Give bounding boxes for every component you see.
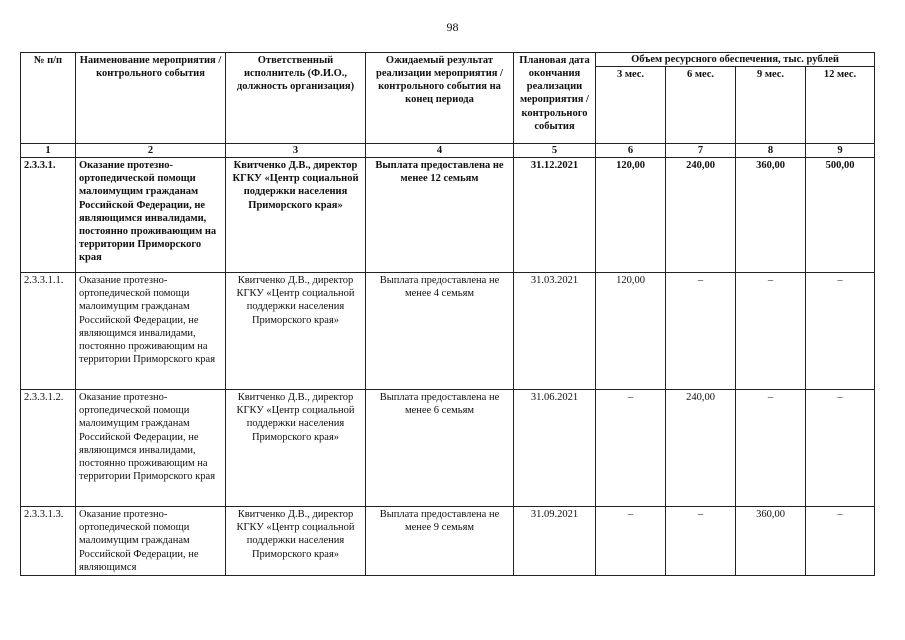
row-value-3m: –	[596, 390, 666, 507]
header-3-months: 3 мес.	[596, 67, 666, 144]
row-responsible: Квитченко Д.В., директор КГКУ «Центр социальной поддержки населения Приморского края»	[226, 158, 366, 273]
header-result: Ожидаемый результат реализации мероприятия / контрольного события на конец периода	[366, 53, 514, 144]
row-value-6m: 240,00	[666, 390, 736, 507]
row-value-9m: –	[736, 390, 806, 507]
row-result: Выплата предоставлена не менее 6 семьям	[366, 390, 514, 507]
page-number: 98	[446, 20, 459, 34]
column-number: 4	[366, 144, 514, 158]
activity-plan-table	[20, 52, 875, 576]
header-12-months: 12 мес.	[806, 67, 875, 144]
header-date: Плановая дата окончания реализации мероприятия / контрольного события	[514, 53, 596, 144]
row-result: Выплата предоставлена не менее 9 семьям	[366, 507, 514, 576]
row-name: Оказание протезно-ортопедической помощи малоимущим гражданам Российской Федерации, не являющимся инвалидами, постоянно проживающим на территории Приморского края	[76, 273, 226, 390]
row-value-12m: 500,00	[806, 158, 875, 273]
column-number: 2	[76, 144, 226, 158]
header-6-months: 6 мес.	[666, 67, 736, 144]
row-num: 2.3.3.1.1.	[21, 273, 76, 390]
row-responsible: Квитченко Д.В., директор КГКУ «Центр социальной поддержки населения Приморского края»	[226, 273, 366, 390]
row-value-3m: 120,00	[596, 273, 666, 390]
column-number: 1	[21, 144, 76, 158]
row-date: 31.09.2021	[514, 507, 596, 576]
row-value-6m: –	[666, 273, 736, 390]
row-value-6m: 240,00	[666, 158, 736, 273]
row-value-12m: –	[806, 273, 875, 390]
row-date: 31.12.2021	[514, 158, 596, 273]
row-result: Выплата предоставлена не менее 4 семьям	[366, 273, 514, 390]
row-value-9m: 360,00	[736, 158, 806, 273]
row-name: Оказание протезно-ортопедической помощи малоимущим гражданам Российской Федерации, не являющимся	[76, 507, 226, 576]
column-number-row	[21, 144, 875, 158]
row-num: 2.3.3.1.	[21, 158, 76, 273]
row-date: 31.06.2021	[514, 390, 596, 507]
column-number: 3	[226, 144, 366, 158]
row-value-9m: 360,00	[736, 507, 806, 576]
row-responsible: Квитченко Д.В., директор КГКУ «Центр социальной поддержки населения Приморского края»	[226, 390, 366, 507]
header-resources: Объем ресурсного обеспечения, тыс. рублей	[596, 53, 875, 67]
header-responsible: Ответственный исполнитель (Ф.И.О., должность организация)	[226, 53, 366, 144]
table-row	[21, 158, 875, 273]
row-name: Оказание протезно-ортопедической помощи малоимущим гражданам Российской Федерации, не являющимся инвалидами, постоянно проживающим на территории Приморского края	[76, 390, 226, 507]
header-num: № п/п	[21, 53, 76, 144]
column-number: 9	[806, 144, 875, 158]
row-value-6m: –	[666, 507, 736, 576]
header-9-months: 9 мес.	[736, 67, 806, 144]
row-value-12m: –	[806, 507, 875, 576]
row-name: Оказание протезно-ортопедической помощи малоимущим гражданам Российской Федерации, не являющимся инвалидами, постоянно проживающим на территории Приморского края	[76, 158, 226, 273]
header-name: Наименование мероприятия / контрольного события	[76, 53, 226, 144]
column-number: 7	[666, 144, 736, 158]
table-row	[21, 273, 875, 390]
column-number: 5	[514, 144, 596, 158]
row-responsible: Квитченко Д.В., директор КГКУ «Центр социальной поддержки населения Приморского края»	[226, 507, 366, 576]
row-num: 2.3.3.1.3.	[21, 507, 76, 576]
row-value-3m: 120,00	[596, 158, 666, 273]
row-value-3m: –	[596, 507, 666, 576]
row-value-9m: –	[736, 273, 806, 390]
column-number: 8	[736, 144, 806, 158]
row-num: 2.3.3.1.2.	[21, 390, 76, 507]
table-row	[21, 507, 875, 576]
row-date: 31.03.2021	[514, 273, 596, 390]
row-value-12m: –	[806, 390, 875, 507]
table-row	[21, 390, 875, 507]
row-result: Выплата предоставлена не менее 12 семьям	[366, 158, 514, 273]
column-number: 6	[596, 144, 666, 158]
